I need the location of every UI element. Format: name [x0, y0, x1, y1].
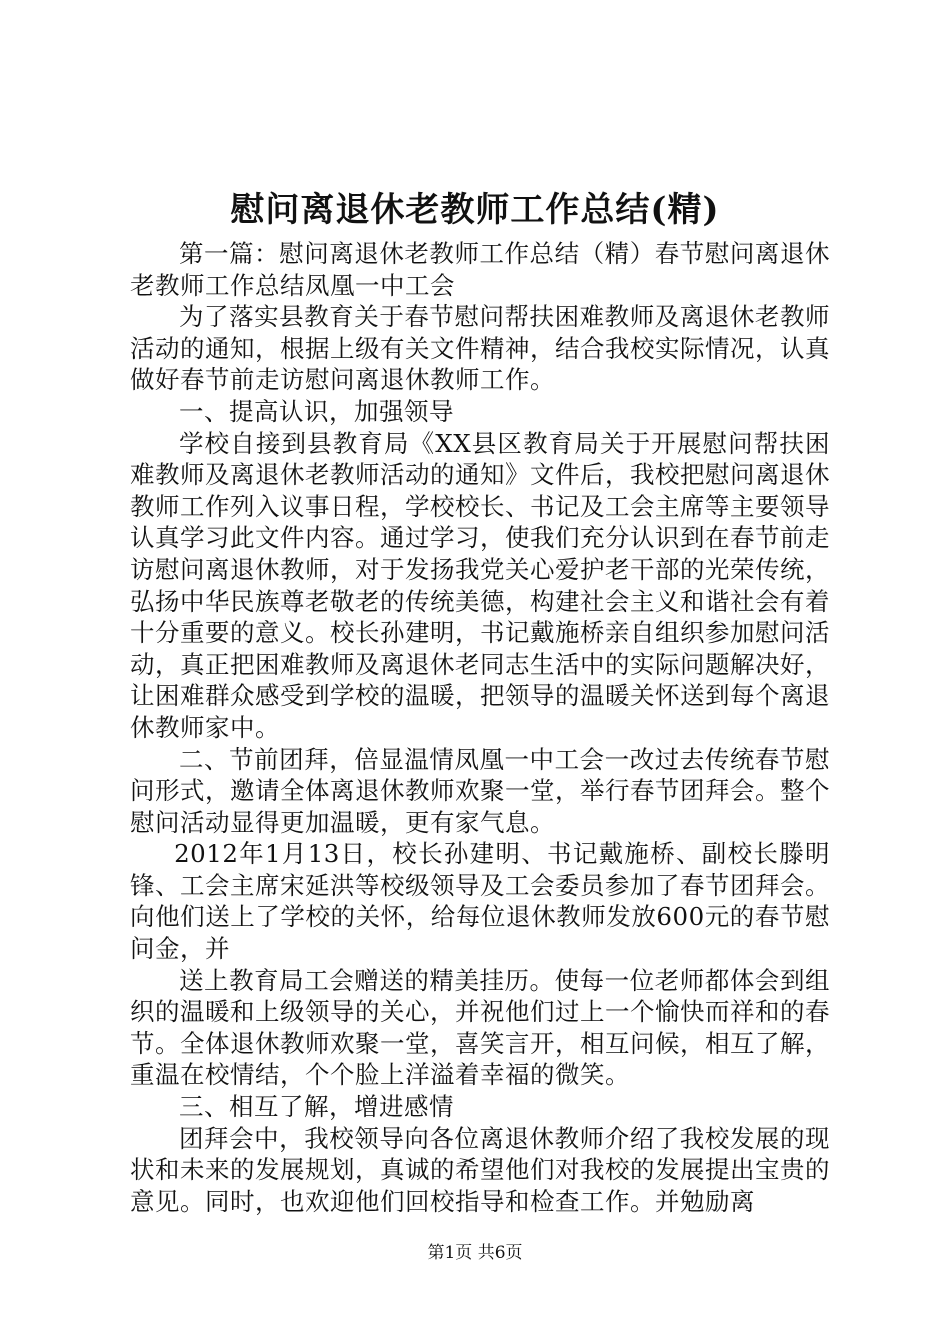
- section-heading-2: 二、节前团拜，倍显温情凤凰一中工会一改过去传统春节慰问形式，邀请全体离退休教师欢聚一堂，举行春节团拜会。整个慰问活动显得更加温暖，更有家气息。: [130, 744, 830, 837]
- paragraph-6: 团拜会中，我校领导向各位离退休教师介绍了我校发展的现状和未来的发展规划，真诚的希望他们对我校的发展提出宝贵的意见。同时，也欢迎他们回校指导和检查工作。并勉励离: [130, 1123, 830, 1216]
- section-heading-1: 一、提高认识，加强领导: [179, 396, 454, 426]
- section-heading-3: 三、相互了解，增进感情: [179, 1092, 454, 1122]
- paragraph-2: 为了落实县教育关于春节慰问帮扶困难教师及离退休老教师活动的通知，根据上级有关文件精神，结合我校实际情况，认真做好春节前走访慰问离退休教师工作。: [130, 302, 830, 395]
- paragraph-3: 学校自接到县教育局《XX县区教育局关于开展慰问帮扶困难教师及离退休老教师活动的通知》文件后，我校把慰问离退休教师工作列入议事日程，学校校长、书记及工会主席等主要领导认真学习此文件内容。通过学习，使我们充分认识到在春节前走访慰问离退休教师，对于发扬我党关心爱护老干部的光荣传统，弘扬中华民族尊老敬老的传统美德，构建社会主义和谐社会有着十分重要的意义。校长孙建明，书记戴施桥亲自组织参加慰问活动，真正把困难教师及离退休老同志生活中的实际问题解决好，让困难群众感受到学校的温暖，把领导的温暖关怀送到每个离退休教师家中。: [130, 428, 830, 742]
- paragraph-4: 2012年1月13日，校长孙建明、书记戴施桥、副校长滕明锋、工会主席宋延洪等校级领导及工会委员参加了春节团拜会。向他们送上了学校的关怀，给每位退休教师发放600元的春节慰问金，并: [130, 839, 830, 964]
- page-footer: 第1页 共6页: [427, 1243, 523, 1263]
- paragraph-1: 第一篇：慰问离退休老教师工作总结（精）春节慰问离退休老教师工作总结凤凰一中工会: [130, 239, 830, 300]
- document-title: 慰问离退休老教师工作总结(精): [230, 190, 720, 230]
- paragraph-5: 送上教育局工会赠送的精美挂历。使每一位老师都体会到组织的温暖和上级领导的关心，并祝他们过上一个愉快而祥和的春节。全体退休教师欢聚一堂，喜笑言开，相互问候，相互了解，重温在校情结，个个脸上洋溢着幸福的微笑。: [130, 965, 830, 1090]
- document-body: [130, 238, 830, 1217]
